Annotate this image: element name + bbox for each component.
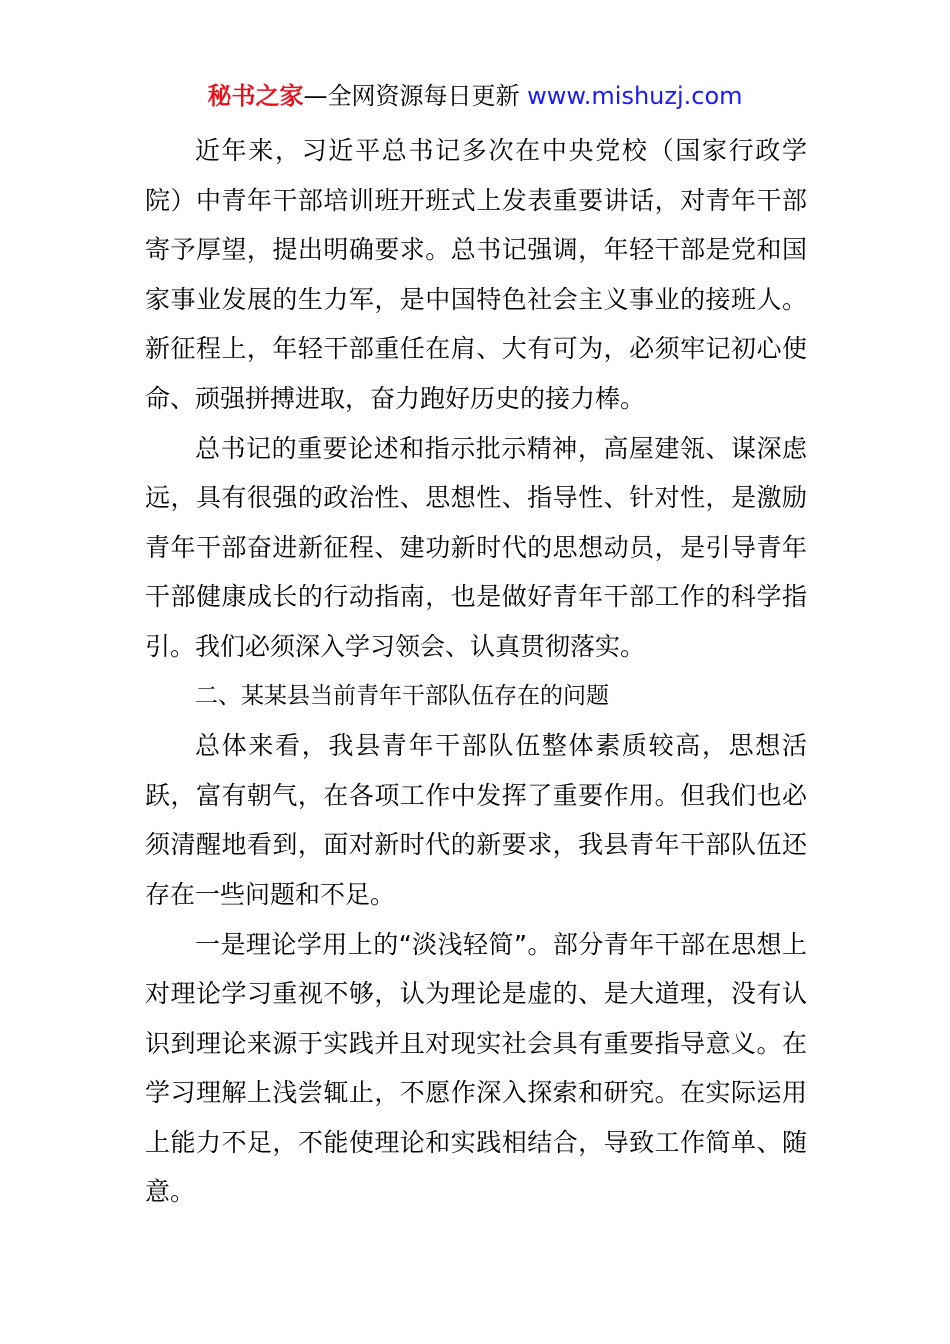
paragraph-overview: 总体来看，我县青年干部队伍整体素质较高，思想活跃，富有朝气，在各项工作中发挥了重要作用。但我们也必须清醒地看到，面对新时代的新要求，我县青年干部队伍还存在一些问题和不足。: [145, 731, 807, 909]
site-url-link[interactable]: www.mishuzj.com: [527, 82, 743, 110]
paragraph-problem-one: 一是理论学用上的“淡浅轻简”。部分青年干部在思想上对理论学习重视不够，认为理论是虚的、是大道理，没有认识到理论来源于实践并且对现实社会具有重要指导意义。在学习理解上浅尝辄止，不愿作深入探索和研究。在实际运用上能力不足，不能使理论和实践相结合，导致工作简单、随意。: [145, 929, 807, 1207]
paragraph-intro: 近年来，习近平总书记多次在中央党校（国家行政学院）中青年干部培训班开班式上发表重要讲话，对青年干部寄予厚望，提出明确要求。总书记强调，年轻干部是党和国家事业发展的生力军，是中国特色社会主义事业的接班人。新征程上，年轻干部重任在肩、大有可为，必须牢记初心使命、顽强拼搏进取，奋力跑好历史的接力棒。: [145, 136, 807, 413]
paragraph-significance: 总书记的重要论述和指示批示精神，高屋建瓴、谋深虑远，具有很强的政治性、思想性、指导性、针对性，是激励青年干部奋进新征程、建功新时代的思想动员，是引导青年干部健康成长的行动指南，也是做好青年干部工作的科学指引。我们必须深入学习领会、认真贯彻落实。: [145, 433, 807, 661]
header-tagline: —全网资源每日更新: [303, 82, 528, 110]
section-heading: 二、某某县当前青年干部队伍存在的问题: [195, 682, 609, 709]
site-header: [0, 80, 950, 112]
document-body: [145, 126, 807, 1217]
brand-name: 秘书之家: [207, 82, 304, 110]
